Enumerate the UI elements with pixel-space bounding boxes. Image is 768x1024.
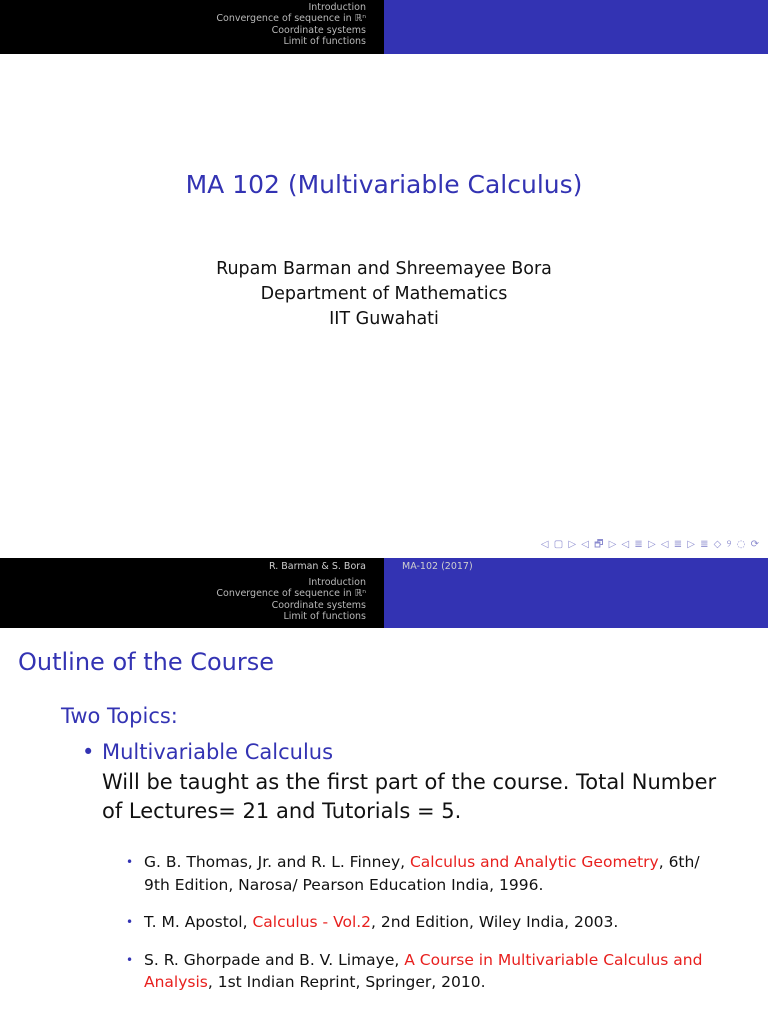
reference-authors: G. B. Thomas, Jr. and R. L. Finney, (144, 853, 410, 871)
slide-header (0, 0, 768, 54)
nav-section-limit-of-functions[interactable]: Limit of functions (283, 35, 366, 47)
header-right-panel (384, 558, 768, 628)
header-right-panel (384, 0, 768, 54)
header-course: MA-102 (2017) (402, 561, 473, 572)
nav-section-introduction[interactable]: Introduction (308, 2, 366, 13)
outline-slide (0, 558, 768, 1024)
topics-heading: Two Topics: (61, 704, 178, 728)
reference-title: A Course in Multivariable Calculus and Analysis (144, 950, 703, 991)
reference-details: , 6th/ 9th Edition, Narosa/ Pearson Education India, 1996. (144, 853, 700, 894)
beamer-navigation-controls[interactable]: ◁ ▢ ▷ ◁ 🗗 ▷ ◁ ≣ ▷ ◁ ≣ ▷ ≣ ◇ ୨ ◌ ⟳ (540, 539, 760, 550)
bullet-icon: • (82, 740, 95, 764)
reference-authors: S. R. Ghorpade and B. V. Limaye, (144, 950, 405, 969)
institute: IIT Guwahati (329, 309, 439, 329)
reference-details: , 2nd Edition, Wiley India, 2003. (371, 913, 619, 931)
authors: Rupam Barman and Shreemayee Bora (216, 259, 552, 279)
nav-section-coordinate-systems[interactable]: Coordinate systems (271, 599, 366, 611)
topic-description: Will be taught as the first part of the course. Total Number of Lectures= 21 and Tutorials = 5. (102, 770, 717, 823)
nav-section-coordinate-systems[interactable]: Coordinate systems (271, 24, 366, 36)
section-navigation (216, 577, 366, 622)
reference-item (126, 949, 726, 994)
topic-name: Multivariable Calculus (102, 740, 334, 764)
reference-authors: T. M. Apostol, (144, 913, 253, 931)
reference-title: Calculus - Vol.2 (252, 913, 372, 931)
bullet-icon: • (126, 855, 134, 869)
nav-section-limit-of-functions[interactable]: Limit of functions (283, 610, 366, 622)
section-navigation (216, 2, 366, 47)
presentation-title: MA 102 (Multivariable Calculus) (185, 170, 583, 199)
header-authors: R. Barman & S. Bora (268, 561, 366, 572)
header-left-panel (0, 558, 384, 628)
nav-section-introduction[interactable]: Introduction (308, 577, 366, 588)
nav-section-convergence[interactable]: Convergence of sequence in ℝⁿ (216, 588, 366, 600)
reference-item (126, 911, 726, 934)
bullet-icon: • (126, 952, 134, 967)
department: Department of Mathematics (260, 284, 508, 304)
reference-list (126, 851, 726, 1009)
slide-header (0, 558, 768, 628)
bullet-icon: • (126, 915, 134, 929)
affiliation-block (0, 257, 768, 332)
header-left-panel (0, 0, 384, 54)
reference-item (126, 851, 726, 896)
reference-title: Calculus and Analytic Geometry (409, 853, 659, 871)
reference-details: , 1st Indian Reprint, Springer, 2010. (207, 973, 486, 991)
frame-title: Outline of the Course (18, 648, 275, 676)
nav-section-convergence[interactable]: Convergence of sequence in ℝⁿ (216, 13, 366, 25)
